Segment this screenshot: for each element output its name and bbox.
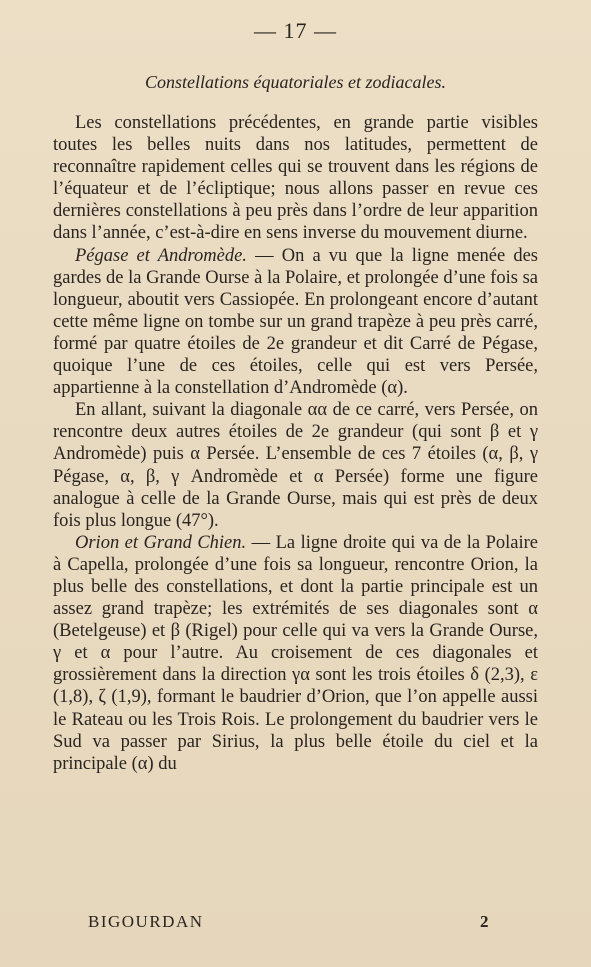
paragraph-diagonale	[53, 399, 538, 532]
paragraph-text: Les constellations précédentes, en grande partie visibles toutes les belles nuits dans nos latitudes, permettent de reconnaître rapidement celles qui se trouvent dans les régions de l’équateur et de l’écliptique; nous allons passer en revue ces dernières constellations à peu près dans l’ordre de leur apparition dans l’année, c’est-à-dire en sens inverse du mouvement diurne.	[53, 113, 538, 244]
paragraph-text: — On a vu que la ligne menée des gardes de la Grande Ourse à la Polaire, et prolongée d’une fois sa longueur, aboutit vers Cassiopée. En prolongeant encore d’autant cette même ligne on tombe sur un grand trapèze à peu près carré, formé par quatre étoiles de 2e grandeur et dit Carré de Pégase, quoique l’une de ces étoiles, celle qui est vers Persée, appartienne à la constellation d’Andromède (α).	[53, 245, 538, 399]
paragraph-lead: Pégase et Andromède.	[75, 245, 247, 266]
footer-signature-mark: 2	[480, 912, 489, 931]
paragraph-text: En allant, suivant la diagonale αα de ce carré, vers Persée, on rencontre deux autres étoiles de 2e grandeur (qui sont β et γ Andromède) puis α Persée. L’ensemble de ces 7 étoiles (α, β, γ Pégase, α, β, γ Andromède et α Persée) forme une figure analogue à celle de la Grande Ourse, mais qui est près de deux fois plus longue (47°).	[53, 400, 538, 531]
section-title: Constellations équatoriales et zodiacales.	[145, 72, 446, 92]
page-number: — 17 —	[254, 18, 337, 43]
paragraph-text: — La ligne droite qui va de la Polaire à Capella, prolongée d’une fois sa longueur, rencontre Orion, la plus belle des constellations, et dont la partie principale est un assez grand trapèze; les extrémités de ses diagonales sont α (Betelgeuse) et β (Rigel) pour celle qui va vers la Grande Ourse, γ et α pour l’autre. Au croisement de ces diagonales et grossièrement dans la direction γα sont les trois étoiles δ (2,3), ε (1,8), ζ (1,9), formant le baudrier d’Orion, que l’on appelle aussi le Rateau ou les Trois Rois. Le prolongement du baudrier vers le Sud va passer par Sirius, la plus belle étoile du ciel et la principale (α) du	[53, 532, 538, 774]
paragraph-lead: Orion et Grand Chien.	[75, 532, 247, 553]
paragraph-pegase-andromede	[53, 245, 538, 400]
paragraph-orion-grand-chien	[53, 532, 538, 775]
paragraph-intro	[53, 112, 538, 245]
footer-author: BIGOURDAN	[88, 912, 204, 931]
body-text	[53, 112, 538, 775]
